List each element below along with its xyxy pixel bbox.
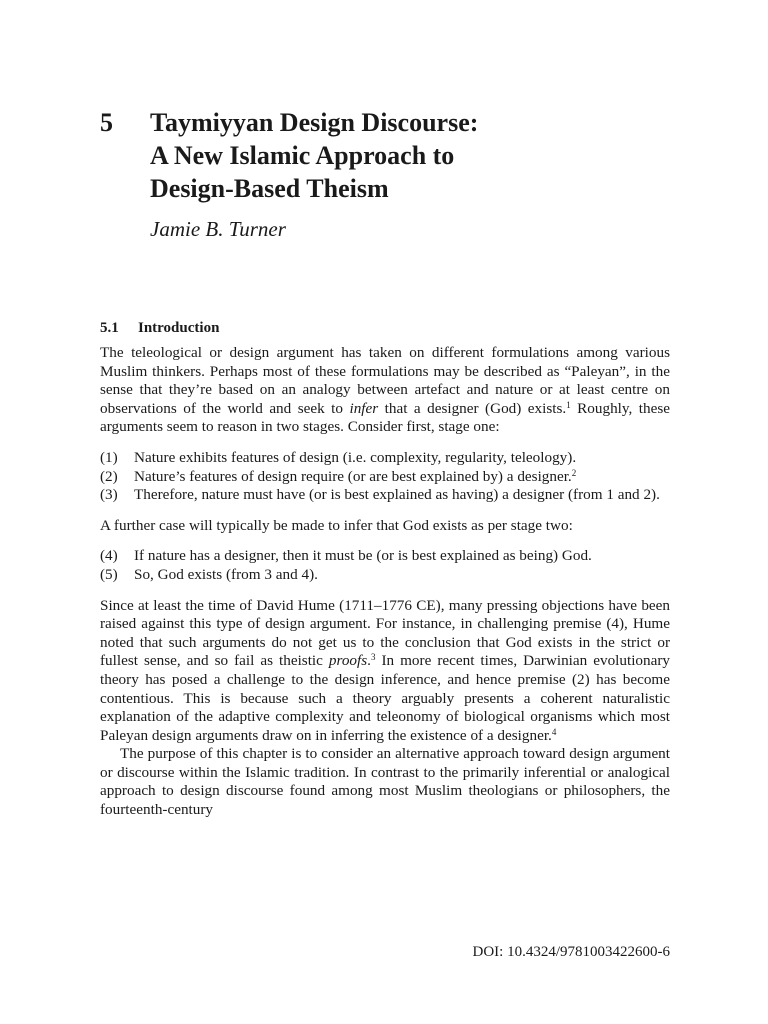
paragraph-intro — [100, 344, 670, 437]
premise-item — [100, 547, 670, 566]
text-run: The teleological or design argument has taken on different formulations among various Muslim thinkers. Perhaps most of these formulations may be described as “Paleyan”, in the sense that they’re based on an analogy between artefact and nature or at least centre on observations of the world and seek to — [100, 344, 670, 417]
premise-list-stage-one — [100, 449, 670, 505]
premise-text — [134, 468, 670, 487]
premise-number: (4) — [100, 547, 118, 565]
text-run: Nature exhibits features of design (i.e. complexity, regularity, teleology). — [134, 448, 577, 466]
text-run: So, God exists (from 3 and 4). — [134, 565, 318, 583]
chapter-title-line: A New Islamic Approach to — [150, 141, 455, 170]
text-run: Since at least the time of David Hume (1711–1776 CE), many pressing objections have been raised against this type of design argument. For instance, in challenging premise (4), Hume noted that such arguments do not get us to the conclusion that God exists in the strict or fullest sense, and so fail as theistic — [100, 596, 670, 670]
premise-number: (5) — [100, 565, 118, 583]
section-title: Introduction — [138, 320, 220, 336]
chapter-title — [150, 106, 670, 205]
section-number: 5.1 — [100, 320, 119, 336]
premise-text — [134, 566, 670, 585]
premise-text — [134, 547, 670, 566]
premise-item — [100, 486, 670, 505]
text-run: Roughly, these arguments seem to reason in two stages. Consider first, stage one: — [100, 399, 670, 436]
body-text — [100, 344, 670, 820]
premise-number: (3) — [100, 486, 118, 504]
premise-text — [134, 486, 670, 505]
premise-item — [100, 566, 670, 585]
premise-text — [134, 449, 670, 468]
chapter-title-line: Taymiyyan Design Discourse: — [150, 108, 479, 137]
premise-list-stage-two — [100, 547, 670, 584]
chapter-title-line: Design-Based Theism — [150, 174, 389, 203]
doi-footer[interactable]: DOI: 10.4324/9781003422600-6 — [472, 944, 670, 960]
footnote-marker[interactable]: 4 — [551, 726, 557, 737]
text-run: that a designer (God) exists. — [378, 399, 567, 417]
text-run: If nature has a designer, then it must be (or is best explained as being) God. — [134, 547, 592, 565]
footnote-marker[interactable]: 1 — [566, 399, 571, 410]
paragraph-purpose: The purpose of this chapter is to consider an alternative approach toward design argument or discourse within the Islamic tradition. In contrast to the primarily inferential or analogical approach to design discourse found among most Muslim theologians or philosophers, the fourteenth-century — [100, 745, 670, 819]
emphasis-text: infer — [349, 399, 379, 417]
paragraph-stage-two: A further case will typically be made to infer that God exists as per stage two: — [100, 516, 573, 534]
premise-number: (1) — [100, 448, 118, 466]
footnote-marker[interactable]: 3 — [370, 652, 376, 663]
premise-item — [100, 449, 670, 468]
text-run: . — [367, 652, 371, 670]
emphasis-text: proofs — [328, 652, 368, 670]
text-run: In more recent times, Darwinian evolutionary theory has posed a challenge to the design inference, and hence premise (2) has become contentious. This is because such a theory arguably presents a coherent naturalistic explanation of the adaptive complexity and teleonomy of biological organisms which most Paleyan design arguments draw on in inferring the existence of a designer. — [100, 652, 671, 744]
text-run: Therefore, nature must have (or is best explained as having) a designer (from 1 and 2). — [134, 486, 660, 504]
paragraph-hume — [100, 597, 670, 746]
premise-item — [100, 468, 670, 487]
author-name: Jamie B. Turner — [150, 217, 286, 241]
text-run: Nature’s features of design require (or are best explained by) a designer. — [134, 467, 572, 485]
footnote-marker[interactable]: 2 — [571, 467, 577, 478]
section-heading — [100, 318, 219, 338]
chapter-number: 5 — [100, 108, 113, 137]
premise-number: (2) — [100, 467, 118, 485]
